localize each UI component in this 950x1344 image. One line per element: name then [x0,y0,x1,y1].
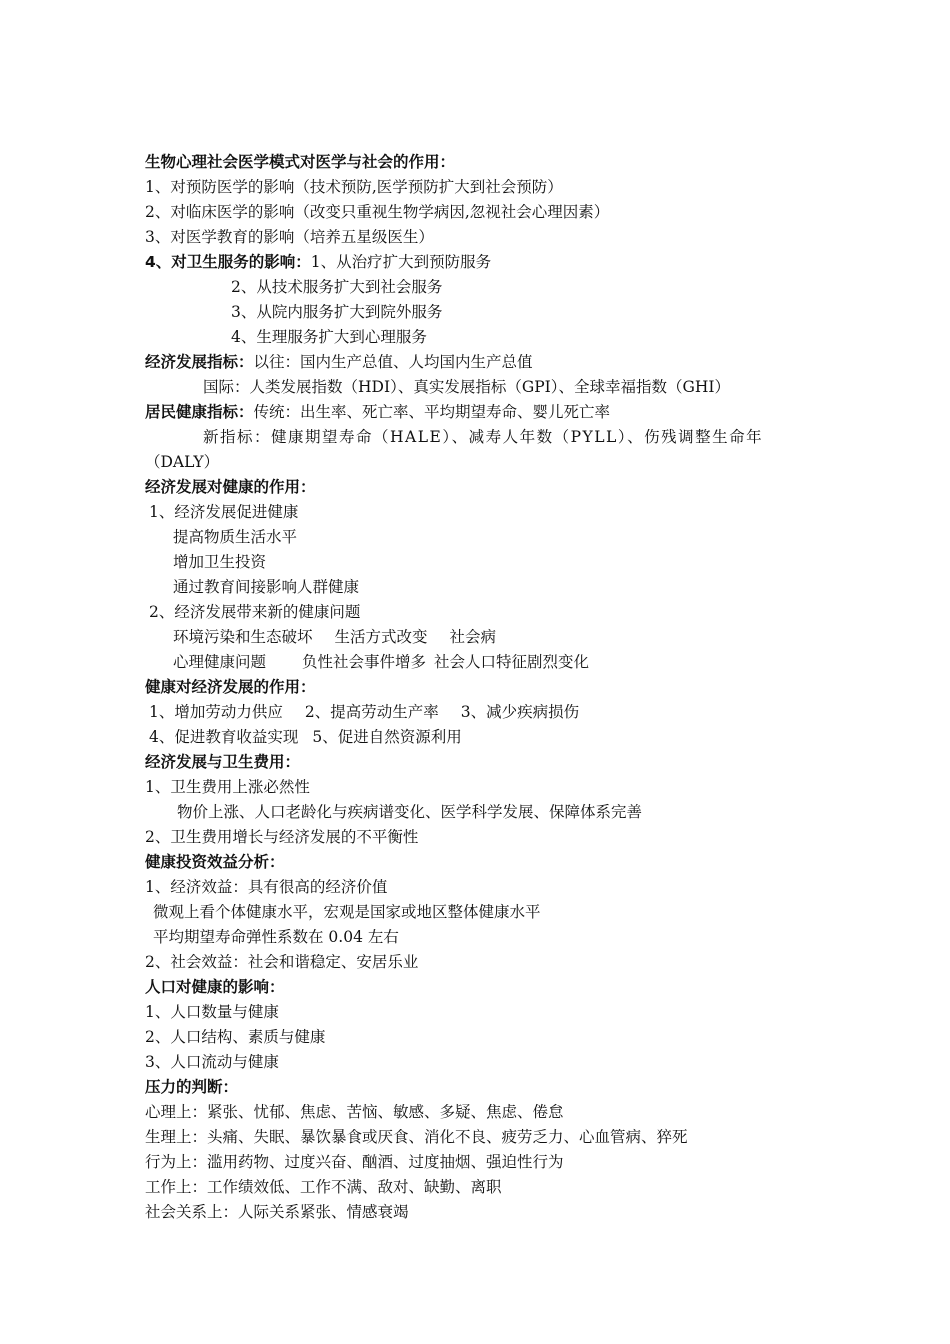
text-line: 1、对预防医学的影响（技术预防,医学预防扩大到社会预防） [145,178,563,196]
text-line: 1、经济效益：具有很高的经济价值 [145,878,388,896]
inline-text: 生活方式改变 [334,628,428,646]
section-title-economy-health: 经济发展对健康的作用： [145,478,316,496]
text-line: 提高物质生活水平 [173,528,298,546]
text-line: 通过教育间接影响人群健康 [173,578,360,596]
text-line [145,625,825,650]
text-line: 微观上看个体健康水平，宏观是国家或地区整体健康水平 [153,903,541,921]
text-line [145,350,825,375]
text-line: 心理上：紧张、忧郁、焦虑、苦恼、敏感、多疑、焦虑、倦怠 [145,1103,564,1121]
text-line: 行为上：滥用药物、过度兴奋、酗酒、过度抽烟、强迫性行为 [145,1153,564,1171]
inline-text: 5、促进自然资源利用 [312,728,462,746]
text-line: 生理上：头痛、失眠、暴饮暴食或厌食、消化不良、疲劳乏力、心血管病、猝死 [145,1128,688,1146]
text-line: 2、社会效益：社会和谐稳定、安居乐业 [145,953,419,971]
inline-text: 传统：出生率、死亡率、平均期望寿命、婴儿死亡率 [253,403,611,421]
text-line: 2、经济发展带来新的健康问题 [149,603,361,621]
text-line: 1、经济发展促进健康 [149,503,299,521]
text-line [145,250,825,275]
inline-text: 2、提高劳动生产率 [304,703,439,721]
section-title-medical-model: 生物心理社会医学模式对医学与社会的作用： [145,153,456,171]
inline-text: 3、减少疾病损伤 [460,703,580,721]
text-line [145,700,825,725]
inline-text: 社会病 [449,628,497,646]
text-line: 新指标：健康期望寿命（HALE）、减寿人年数（PYLL）、伤残调整生命年 [203,428,764,446]
inline-label: 4、对卫生服务的影响： [145,253,311,271]
text-line [145,725,825,750]
text-line: 2、从技术服务扩大到社会服务 [231,278,443,296]
inline-text: 1、从治疗扩大到预防服务 [310,253,492,271]
inline-text: 负性社会事件增多 [302,653,427,671]
text-line: 3、从院内服务扩大到院外服务 [231,303,443,321]
document-page [145,150,825,1225]
text-line: 1、人口数量与健康 [145,1003,279,1021]
text-line: 社会关系上：人际关系紧张、情感衰竭 [145,1203,409,1221]
inline-label: 经济发展指标： [145,353,254,371]
section-title-stress: 压力的判断： [145,1078,239,1096]
text-line: 3、对医学教育的影响（培养五星级医生） [145,228,434,246]
text-line [145,650,825,675]
text-line: 2、卫生费用增长与经济发展的不平衡性 [145,828,419,846]
text-line: 2、人口结构、素质与健康 [145,1028,326,1046]
text-line: 增加卫生投资 [173,553,267,571]
text-line: 3、人口流动与健康 [145,1053,279,1071]
text-line: 工作上：工作绩效低、工作不满、敌对、缺勤、离职 [145,1178,502,1196]
text-line [145,400,825,425]
text-line: 平均期望寿命弹性系数在 0.04 左右 [153,928,399,946]
text-line: （DALY） [145,453,220,471]
inline-label: 居民健康指标： [145,403,254,421]
inline-text: 心理健康问题 [173,653,267,671]
inline-text: 4、促进教育收益实现 [149,728,299,746]
text-line: 1、卫生费用上涨必然性 [145,778,310,796]
text-line: 物价上涨、人口老龄化与疾病谱变化、医学科学发展、保障体系完善 [177,803,643,821]
inline-text: 以往：国内生产总值、人均国内生产总值 [253,353,533,371]
section-title-population: 人口对健康的影响： [145,978,285,996]
section-title-investment: 健康投资效益分析： [145,853,285,871]
section-title-health-economy: 健康对经济发展的作用： [145,678,316,696]
inline-text: 社会人口特征剧烈变化 [434,653,590,671]
inline-text: 环境污染和生态破坏 [173,628,313,646]
text-line: 国际：人类发展指数（HDI）、真实发展指标（GPI）、全球幸福指数（GHI） [203,378,731,396]
text-line: 2、对临床医学的影响（改变只重视生物学病因,忽视社会心理因素） [145,203,610,221]
section-title-health-cost: 经济发展与卫生费用： [145,753,301,771]
text-line: 4、生理服务扩大到心理服务 [231,328,427,346]
inline-text: 1、增加劳动力供应 [149,703,283,721]
